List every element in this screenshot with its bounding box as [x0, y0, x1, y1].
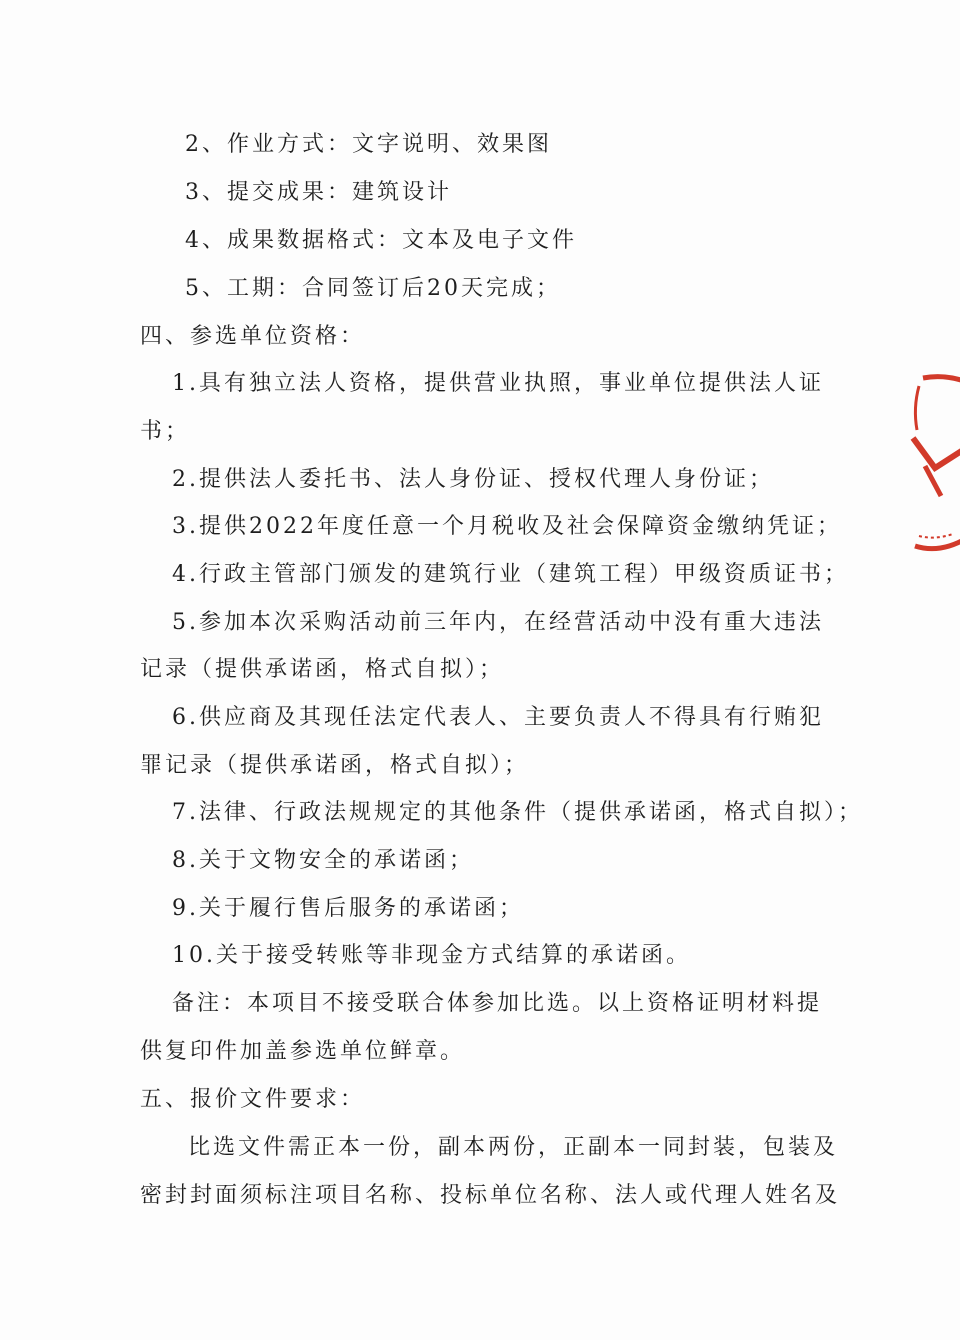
- qualification-item-4: 4.行政主管部门颁发的建筑行业（建筑工程）甲级资质证书；: [172, 562, 849, 587]
- line-item-data-format: 4、成果数据格式：文本及电子文件: [185, 228, 577, 253]
- section-heading-quotation: 五、报价文件要求：: [140, 1087, 366, 1112]
- qualification-item-3: 3.提供2022年度任意一个月税收及社会保障资金缴纳凭证；: [172, 514, 842, 539]
- quotation-paragraph-cont: 密封封面须标注项目名称、投标单位名称、法人或代理人姓名及: [140, 1183, 841, 1208]
- qualification-item-2: 2.提供法人委托书、法人身份证、授权代理人身份证；: [172, 467, 774, 492]
- qualification-item-5: 5.参加本次采购活动前三年内，在经营活动中没有重大违法: [172, 610, 824, 635]
- seal-stamp-fragment: [905, 368, 960, 568]
- qualification-item-6: 6.供应商及其现任法定代表人、主要负责人不得具有行贿犯: [172, 705, 824, 730]
- quotation-paragraph: 比选文件需正本一份，副本两份，正副本一同封装，包装及: [188, 1135, 839, 1160]
- remark-line: 备注：本项目不接受联合体参加比选。以上资格证明材料提: [172, 991, 823, 1016]
- line-item-work-method: 2、作业方式：文字说明、效果图: [185, 132, 552, 157]
- remark-line-cont: 供复印件加盖参选单位鲜章。: [140, 1039, 466, 1064]
- qualification-item-9: 9.关于履行售后服务的承诺函；: [172, 896, 524, 921]
- qualification-item-7: 7.法律、行政法规规定的其他条件（提供承诺函，格式自拟）；: [172, 800, 863, 825]
- qualification-item-10: 10.关于接受转账等非现金方式结算的承诺函。: [172, 943, 691, 968]
- qualification-item-5-cont: 记录（提供承诺函，格式自拟）；: [140, 657, 505, 682]
- line-item-deliverables: 3、提交成果：建筑设计: [185, 180, 452, 205]
- line-item-schedule: 5、工期：合同签订后20天完成；: [185, 276, 561, 301]
- section-heading-qualifications: 四、参选单位资格：: [140, 324, 366, 349]
- qualification-item-1-cont: 书；: [140, 419, 191, 444]
- qualification-item-6-cont: 罪记录（提供承诺函，格式自拟）；: [140, 753, 530, 778]
- seal-stamp-icon: [905, 368, 960, 568]
- qualification-item-8: 8.关于文物安全的承诺函；: [172, 848, 474, 873]
- qualification-item-1: 1.具有独立法人资格，提供营业执照，事业单位提供法人证: [172, 371, 824, 396]
